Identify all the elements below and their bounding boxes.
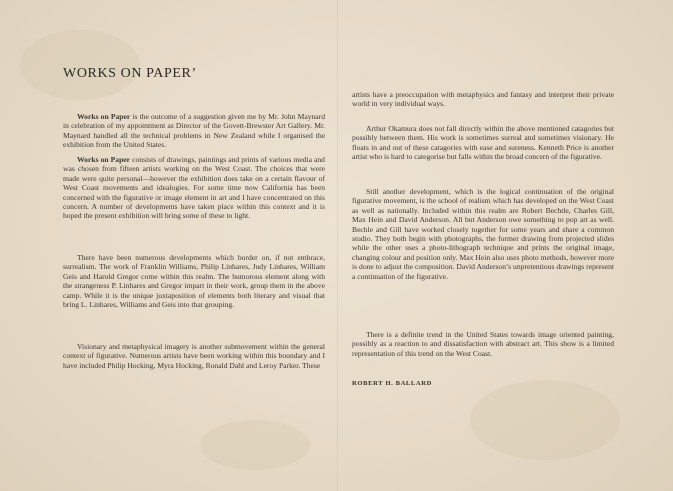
paragraph-text: Still another development, which is the logical continuation of the original figurative movement, is the school of realism which has developed on the West Coast as well as nationally. Included within this realm are Robert Bechtle, Charles Gill, Max Hein and David Anderson. All but Anderson owe something to pop art as well. Bechle and Gill have worked closely together for some years and share a common studio. They both begin with photographs, the former drawing from projected slides while the other uses a photo-lithograph technique and prints the original image, changing colour and position only. Max Hein also uses photo methods, however more is done to adjust the composition. David Anderson’s unpretentious drawings represent a continuation of the figurative. <box>352 187 614 281</box>
paper-stain <box>20 30 140 100</box>
document-title: WORKS ON PAPER’ <box>63 66 197 81</box>
paragraph-text: Visionary and metaphysical imagery is another submovement within the general context of figurative. Numerous artists have been working within this boundary and I have included Philip Hocking, Myra Hocking, Ronald Dahl and Leroy Parker. These <box>63 342 325 370</box>
paragraph-trend <box>352 330 614 358</box>
paragraph-surrealism <box>63 253 325 309</box>
paper-stain <box>470 380 620 460</box>
paragraph-text: consists of drawings, paintings and prints of various media and was chosen from fifteen artists working on the West Coast. The choices that were made were quite personal—however the exhibition does take on a certain flavour of West Coast movements and idealogies. For some time now California has been concerned with the figurative or image element in art and I have concentrated on this concern. A number of developments have taken place within this context and it is hoped the present exhibition will bring some of these to light. <box>63 155 325 221</box>
paragraph-selection <box>63 155 325 221</box>
paragraph-text: There is a definite trend in the United States towards image oriented painting, possibly as a reaction to and dissatisfaction with abstract art. This show is a limited representation of this trend on the West Coast. <box>352 330 614 358</box>
paragraph-visionary <box>63 342 325 370</box>
paragraph-text: There have been numerous developments which border on, if not embrace, surrealism. The work of Franklin Williams, Philip Linhares, Judy Linhares, William Geis and Harold Gregor come within this realm. The humorous element along with the strangeness P. Linhares and Gregor impart in their work, group them in the above camp. While it is the unique juxtaposition of elements both literary and visual that bring L. Linhares, Williams and Geis into that grouping. <box>63 253 325 310</box>
lead-italic-title: Works on Paper <box>77 112 131 121</box>
author-signature: ROBERT H. BALLARD <box>352 380 433 387</box>
paragraph-continuation <box>352 90 614 109</box>
paper-stain <box>200 420 310 470</box>
paragraph-realism <box>352 187 614 281</box>
paragraph-text: is the outcome of a suggestion given me by Mr. John Maynard in celebration of my appointment as Director of the Govett-Brewster Art Gallery. Mr. Maynard handled all the technical problems in New Zealand while I organised the exhibition from the United States. <box>63 112 325 150</box>
paragraph-text: Arthur Okamura does not fall directly within the above mentioned catagories but possibly between them. His work is sometimes surreal and sometimes visionary. He floats in and out of these catagories with ease and sureness. Kenneth Price is another artist who is hard to categorise but falls within the broad concern of the figurative. <box>352 124 614 162</box>
lead-italic-title: Works on Paper <box>77 155 131 164</box>
paragraph-intro <box>63 112 325 150</box>
paragraph-text: artists have a preoccupation with metaphysics and fantasy and interpret their private world in very individual ways. <box>352 90 614 109</box>
paragraph-okamura <box>352 124 614 162</box>
page-fold-crease <box>337 0 339 491</box>
